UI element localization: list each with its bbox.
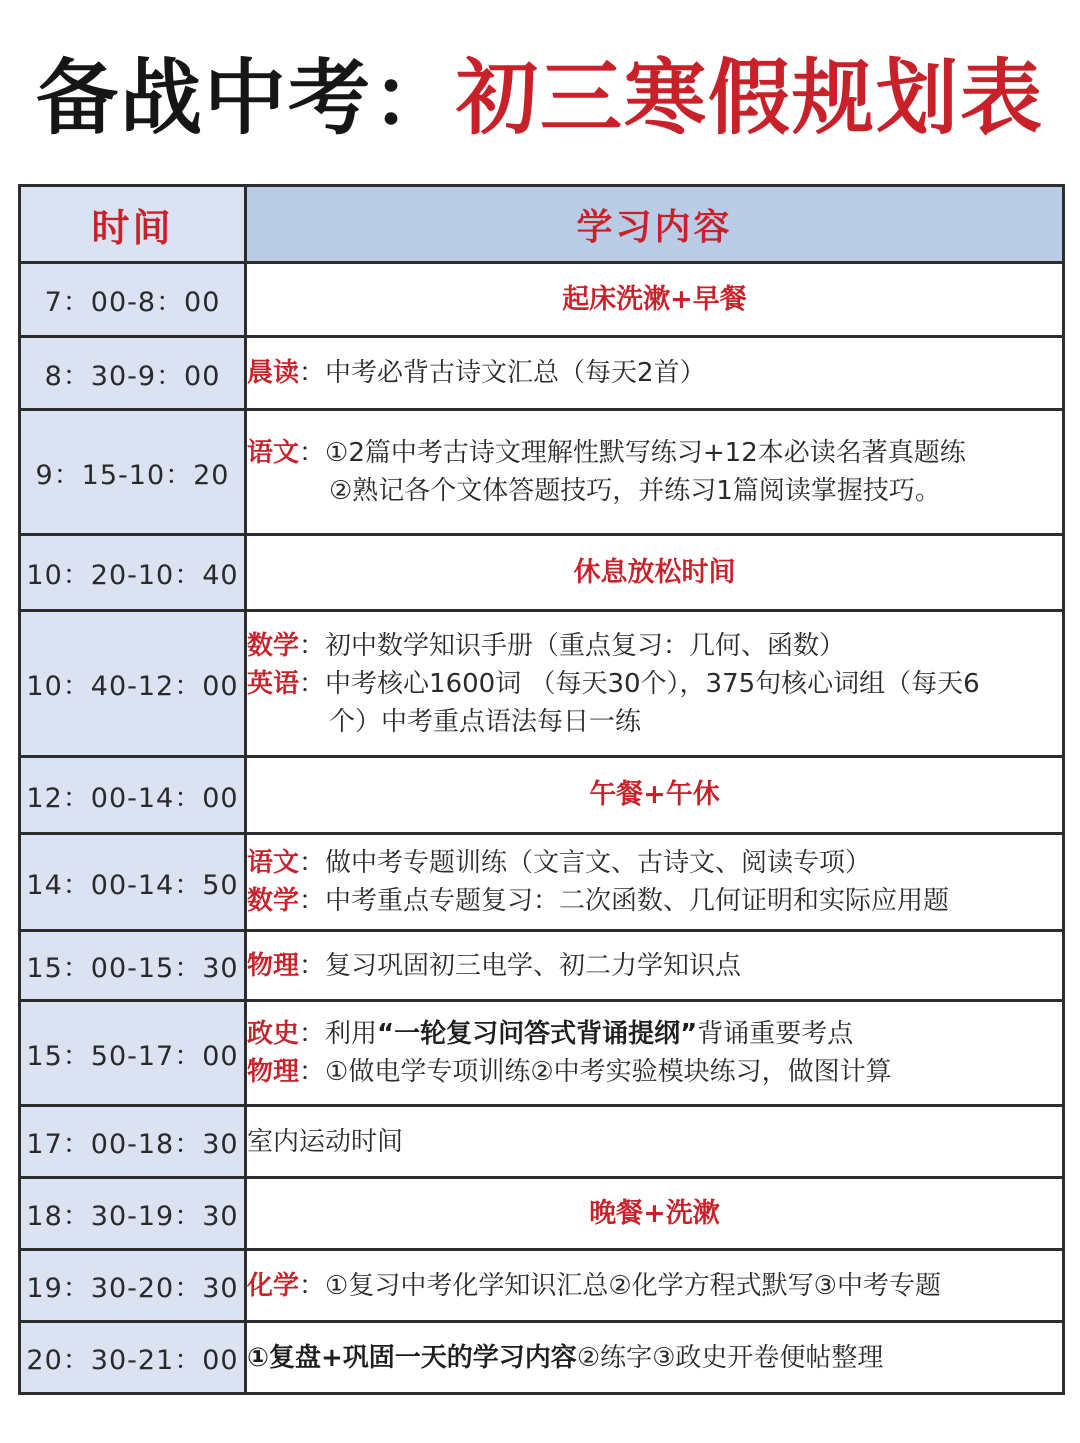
table-row <box>20 931 1064 1001</box>
time-cell: 18：30-19：30 <box>20 1178 246 1250</box>
title-red: 初三寒假规划表 <box>456 50 1045 146</box>
content-text: 复习巩固初三电学、初二力学知识点 <box>325 950 742 981</box>
content-continuation: ②熟记各个文体答题技巧，并练习1篇阅读掌握技巧。 <box>329 476 941 506</box>
content-text: ②练字③政史开卷便帖整理 <box>576 1342 884 1373</box>
content-cell <box>246 1001 1064 1106</box>
subject-label: 数学 <box>247 630 300 661</box>
content-text: ①2篇中考古诗文理解性默写练习+12本必读名著真题练 <box>325 438 966 468</box>
time-cell: 15：50-17：00 <box>20 1001 246 1106</box>
page-title <box>0 48 1080 148</box>
activity-label: 起床洗漱+早餐 <box>562 283 747 315</box>
table-row <box>20 337 1064 410</box>
content-cell <box>246 611 1064 757</box>
subject-label: 语文 <box>247 438 300 468</box>
activity-label: 晚餐+洗漱 <box>589 1197 720 1229</box>
content-cell <box>246 535 1064 611</box>
table-row <box>20 1250 1064 1322</box>
schedule-table <box>18 184 1065 1395</box>
table-row <box>20 535 1064 611</box>
header-content: 学习内容 <box>246 186 1064 263</box>
time-cell: 17：00-18：30 <box>20 1106 246 1178</box>
content-cell <box>246 410 1064 535</box>
time-cell: 20：30-21：00 <box>20 1322 246 1394</box>
separator: ： <box>299 668 326 699</box>
time-cell: 8：30-9：00 <box>20 337 246 410</box>
content-text: 背诵重要考点 <box>697 1019 854 1049</box>
content-cell <box>246 931 1064 1001</box>
time-cell: 15：00-15：30 <box>20 931 246 1001</box>
separator: ： <box>299 1019 326 1049</box>
table-row <box>20 1322 1064 1394</box>
activity-label: 休息放松时间 <box>573 556 736 588</box>
content-text: ①做电学专项训练②中考实验模块练习，做图计算 <box>325 1057 892 1087</box>
content-cell <box>246 1250 1064 1322</box>
subject-label: 物理 <box>247 1057 300 1087</box>
content-continuation: 个）中考重点语法每日一练 <box>329 706 642 737</box>
table-row <box>20 263 1064 337</box>
time-cell: 10：40-12：00 <box>20 611 246 757</box>
separator: ： <box>299 438 326 468</box>
content-cell <box>246 834 1064 931</box>
content-text: 中考核心1600词 （每天30个），375句核心词组（每天6 <box>325 668 980 699</box>
outline-title: “一轮复习问答式背诵提纲” <box>377 1019 698 1049</box>
activity-label: 午餐+午休 <box>589 779 720 810</box>
table-row <box>20 757 1064 834</box>
separator: ： <box>299 886 326 916</box>
time-cell: 19：30-20：30 <box>20 1250 246 1322</box>
header-row <box>20 186 1064 263</box>
table-row <box>20 834 1064 931</box>
content-text: ①复习中考化学知识汇总②化学方程式默写③中考专题 <box>325 1270 941 1301</box>
title-black: 备战中考： <box>35 50 456 146</box>
separator: ： <box>299 1057 326 1087</box>
table-row <box>20 1106 1064 1178</box>
subject-label: 语文 <box>247 848 300 878</box>
review-bold-text: ①复盘+巩固一天的学习内容 <box>247 1342 577 1373</box>
separator: ： <box>299 950 326 981</box>
content-cell <box>246 263 1064 337</box>
time-cell: 12：00-14：00 <box>20 757 246 834</box>
content-cell <box>246 1178 1064 1250</box>
subject-label: 数学 <box>247 886 300 916</box>
subject-label: 物理 <box>247 950 300 981</box>
subject-label: 英语 <box>247 668 300 699</box>
table-row <box>20 1001 1064 1106</box>
separator: ： <box>299 358 326 388</box>
time-cell: 10：20-10：40 <box>20 535 246 611</box>
header-time: 时间 <box>20 186 246 263</box>
content-cell <box>246 757 1064 834</box>
subject-label: 晨读 <box>247 358 300 388</box>
separator: ： <box>299 1270 326 1301</box>
time-cell: 7：00-8：00 <box>20 263 246 337</box>
content-text: 中考重点专题复习：二次函数、几何证明和实际应用题 <box>325 886 950 916</box>
time-cell: 9：15-10：20 <box>20 410 246 535</box>
content-text: 做中考专题训练（文言文、古诗文、阅读专项） <box>325 848 872 878</box>
content-text: 利用 <box>325 1019 378 1049</box>
content-cell <box>246 1322 1064 1394</box>
table-row <box>20 410 1064 535</box>
content-text: 中考必背古诗文汇总（每天2首） <box>325 358 706 388</box>
content-text: 室内运动时间 <box>247 1126 404 1157</box>
table-row <box>20 1178 1064 1250</box>
separator: ： <box>299 630 326 661</box>
content-cell <box>246 1106 1064 1178</box>
subject-label: 政史 <box>247 1019 300 1049</box>
content-text: 初中数学知识手册（重点复习：几何、函数） <box>325 630 846 661</box>
time-cell: 14：00-14：50 <box>20 834 246 931</box>
table-row <box>20 611 1064 757</box>
content-cell <box>246 337 1064 410</box>
subject-label: 化学 <box>247 1270 300 1301</box>
separator: ： <box>299 848 326 878</box>
